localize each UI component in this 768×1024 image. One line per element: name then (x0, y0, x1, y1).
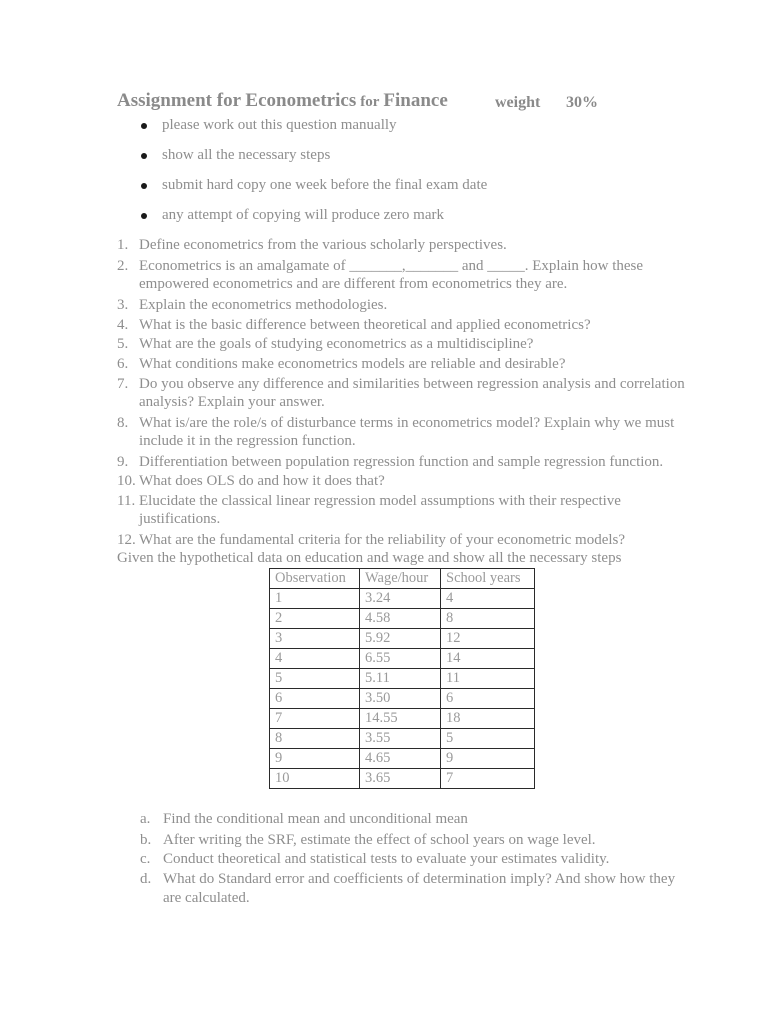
title-finance: Finance (383, 90, 448, 111)
bullet-icon (141, 153, 147, 159)
table-row: 5 5.11 11 (270, 669, 535, 689)
instruction-item: show all the necessary steps (162, 147, 330, 164)
table-row: 3 5.92 12 (270, 629, 535, 649)
question-item: 11. Elucidate the classical linear regression model assumptions with their respective (117, 493, 621, 509)
bullet-icon (141, 213, 147, 219)
question-item: 3. Explain the econometrics methodologies. (117, 297, 388, 313)
question-item: 4. What is the basic difference between theoretical and applied econometrics? (117, 317, 591, 333)
subquestion-item: c. Conduct theoretical and statistical tests to evaluate your estimates validity. (140, 851, 610, 867)
table-row: 9 4.65 9 (270, 749, 535, 769)
column-header: Wage/hour (360, 569, 441, 589)
question-item: 2. Econometrics is an amalgamate of _______,_______ and _____. Explain how these (117, 258, 644, 274)
question-item: 1. Define econometrics from the various scholarly perspectives. (117, 237, 507, 253)
question-item: 10. What does OLS do and how it does that? (117, 473, 385, 489)
data-table (269, 568, 535, 789)
question-continuation: analysis? Explain your answer. (139, 394, 325, 410)
table-row: 10 3.65 7 (270, 769, 535, 789)
weight-label: weight (495, 94, 541, 111)
weight-value: 30% (566, 94, 598, 111)
instruction-item: submit hard copy one week before the final exam date (162, 177, 487, 194)
subquestion-continuation: are calculated. (163, 890, 250, 906)
question-item: 8. What is/are the role/s of disturbance terms in econometrics model? Explain why we must (117, 415, 675, 431)
page-title (117, 90, 448, 112)
table-header-row (270, 569, 535, 589)
question-item: 7. Do you observe any difference and similarities between regression analysis and correlation (117, 376, 685, 392)
instruction-item: please work out this question manually (162, 117, 397, 134)
table-row: 7 14.55 18 (270, 709, 535, 729)
bullet-icon (141, 123, 147, 129)
table-row: 6 3.50 6 (270, 689, 535, 709)
question-item: 5. What are the goals of studying econometrics as a multidiscipline? (117, 336, 534, 352)
data-intro: Given the hypothetical data on education and wage and show all the necessary steps (117, 550, 622, 566)
title-for: for (360, 94, 380, 110)
column-header: School years (441, 569, 535, 589)
column-header: Observation (270, 569, 360, 589)
table-row: 2 4.58 8 (270, 609, 535, 629)
question-continuation: justifications. (139, 511, 221, 527)
question-item: 6. What conditions make econometrics models are reliable and desirable? (117, 356, 566, 372)
table-row: 4 6.55 14 (270, 649, 535, 669)
bullet-icon (141, 183, 147, 189)
subquestion-item: d. What do Standard error and coefficients of determination imply? And show how they (140, 871, 676, 887)
question-continuation: include it in the regression function. (139, 433, 356, 449)
subquestion-item: a. Find the conditional mean and unconditional mean (140, 811, 468, 827)
question-item: 12. What are the fundamental criteria for the reliability of your econometric models? (117, 532, 626, 548)
subquestion-item: b. After writing the SRF, estimate the effect of school years on wage level. (140, 832, 596, 848)
question-item: 9. Differentiation between population regression function and sample regression function. (117, 454, 664, 470)
table-row: 1 3.24 4 (270, 589, 535, 609)
title-main: Assignment for Econometrics (117, 90, 357, 111)
question-continuation: empowered econometrics and are different from econometrics they are. (139, 276, 568, 292)
table-row: 8 3.55 5 (270, 729, 535, 749)
instruction-item: any attempt of copying will produce zero mark (162, 207, 444, 224)
